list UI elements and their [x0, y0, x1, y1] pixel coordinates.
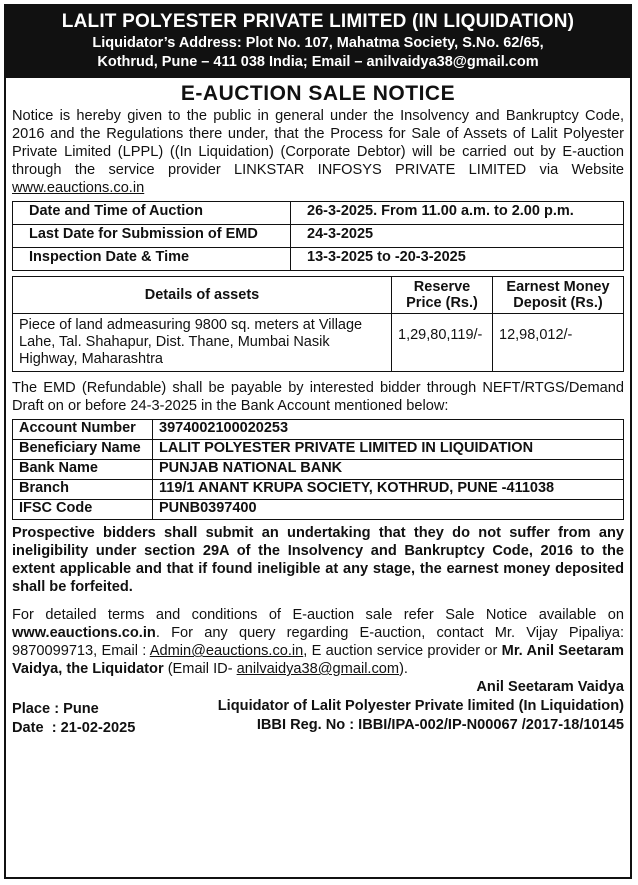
place: Place : Pune — [12, 701, 99, 717]
undertaking-section — [6, 522, 630, 596]
col-reserve: Reserve Price (Rs.) — [392, 277, 493, 314]
ibbi-reg: IBBI Reg. No : IBBI/IPA-002/IP-N00067 /2017-18/10145 — [256, 717, 624, 733]
header-banner — [6, 6, 630, 78]
notice-title: E-AUCTION SALE NOTICE — [180, 82, 456, 105]
bank-label: Bank Name — [13, 460, 153, 480]
footer — [6, 678, 630, 738]
schedule-value: 24-3-2025 — [291, 225, 624, 248]
bank-value: LALIT POLYESTER PRIVATE LIMITED IN LIQUIDATION — [153, 440, 624, 460]
table-row — [13, 314, 624, 372]
terms-paragraph — [12, 606, 624, 678]
asset-emd: 12,98,012/- — [493, 314, 624, 372]
terms-website[interactable]: www.eauctions.co.in — [12, 625, 156, 641]
table-row — [13, 460, 624, 480]
asset-details: Piece of land admeasuring 9800 sq. meters at Village Lahe, Tal. Shahapur, Dist. Thane, Mumbai Nasik Highway, Maharashtra — [13, 314, 392, 372]
table-row — [13, 202, 624, 225]
schedule-value: 26-3-2025. From 11.00 a.m. to 2.00 p.m. — [291, 202, 624, 225]
asset-reserve: 1,29,80,119/- — [392, 314, 493, 372]
schedule-label: Date and Time of Auction — [13, 202, 291, 225]
signatory-designation: Liquidator of Lalit Polyester Private limited (In Liquidation) — [217, 698, 624, 714]
schedule-value: 13-3-2025 to -20-3-2025 — [291, 248, 624, 271]
bank-label: IFSC Code — [13, 500, 153, 520]
schedule-table — [12, 201, 624, 271]
bank-value: PUNJAB NATIONAL BANK — [153, 460, 624, 480]
date: Date : 21-02-2025 — [12, 720, 136, 736]
liquidator-email-link[interactable]: anilvaidya38@gmail.com — [236, 661, 400, 677]
assets-table — [12, 276, 624, 372]
notice-frame — [4, 4, 632, 879]
undertaking-paragraph: Prospective bidders shall submit an undertaking that they do not suffer from any ineligibility under section 29A of the Insolvency and Bankruptcy Code, 2016 to the extent applicable and that if found ineligible at any stage, the earnest money deposited shall be forfeited. — [12, 525, 624, 595]
admin-email-link[interactable]: Admin@eauctions.co.in — [149, 643, 304, 659]
terms-text-4: (Email ID- — [163, 661, 237, 677]
address-line-1: Liquidator’s Address: Plot No. 107, Mahatma Society, S.No. 62/65, — [92, 35, 544, 51]
emd-paragraph: The EMD (Refundable) shall be payable by interested bidder through NEFT/RTGS/Demand Draft on or before 24-3-2025 in the Bank Account mentioned below: — [12, 380, 624, 414]
intro-paragraph — [12, 107, 624, 197]
terms-text-1: For detailed terms and conditions of E-auction sale refer Sale Notice available on — [12, 607, 624, 623]
table-row — [13, 420, 624, 440]
table-row — [13, 248, 624, 271]
terms-text-2: . For any query regarding E-auction, contact Mr. Vijay Pipaliya: 9870099713, Email : — [12, 625, 624, 659]
schedule-label: Last Date for Submission of EMD — [13, 225, 291, 248]
emd-section — [6, 377, 630, 415]
table-row — [13, 440, 624, 460]
website-link[interactable]: www.eauctions.co.in — [12, 180, 145, 196]
liquidator-name: Mr. Anil Seetaram Vaidya, the Liquidator — [12, 643, 625, 677]
col-details: Details of assets — [13, 277, 392, 314]
bank-label: Beneficiary Name — [13, 440, 153, 460]
table-row — [13, 225, 624, 248]
intro-text: Notice is hereby given to the public in general under the Insolvency and Bankruptcy Code, 2016 and the Regulations there under, that the Process for Sale of Assets of Lalit Polyester Private Limited (LPPL) ((In Liquidation) (Corporate Debtor) will be carried out by E-auction through the service provider LINKSTAR INFOSYS PRIVATE LIMITED via Website — [12, 108, 624, 178]
terms-section — [6, 604, 630, 678]
address-line-2: Kothrud, Pune – 411 038 India; Email – anilvaidya38@gmail.com — [97, 54, 539, 70]
bank-table — [12, 419, 624, 520]
bank-label: Account Number — [13, 420, 153, 440]
terms-text-5: ). — [399, 661, 408, 677]
bank-value: 3974002100020253 — [153, 420, 624, 440]
table-row — [13, 500, 624, 520]
schedule-label: Inspection Date & Time — [13, 248, 291, 271]
bank-value: 119/1 ANANT KRUPA SOCIETY, KOTHRUD, PUNE -411038 — [153, 480, 624, 500]
col-emd: Earnest Money Deposit (Rs.) — [493, 277, 624, 314]
terms-text-3: , E auction service provider or — [303, 643, 502, 659]
bank-label: Branch — [13, 480, 153, 500]
notice-body — [6, 78, 630, 197]
bank-value: PUNB0397400 — [153, 500, 624, 520]
signatory-name: Anil Seetaram Vaidya — [476, 679, 624, 695]
table-row — [13, 480, 624, 500]
table-header-row — [13, 277, 624, 314]
place-date — [12, 700, 135, 738]
company-name: LALIT POLYESTER PRIVATE LIMITED (IN LIQUIDATION) — [61, 11, 575, 32]
